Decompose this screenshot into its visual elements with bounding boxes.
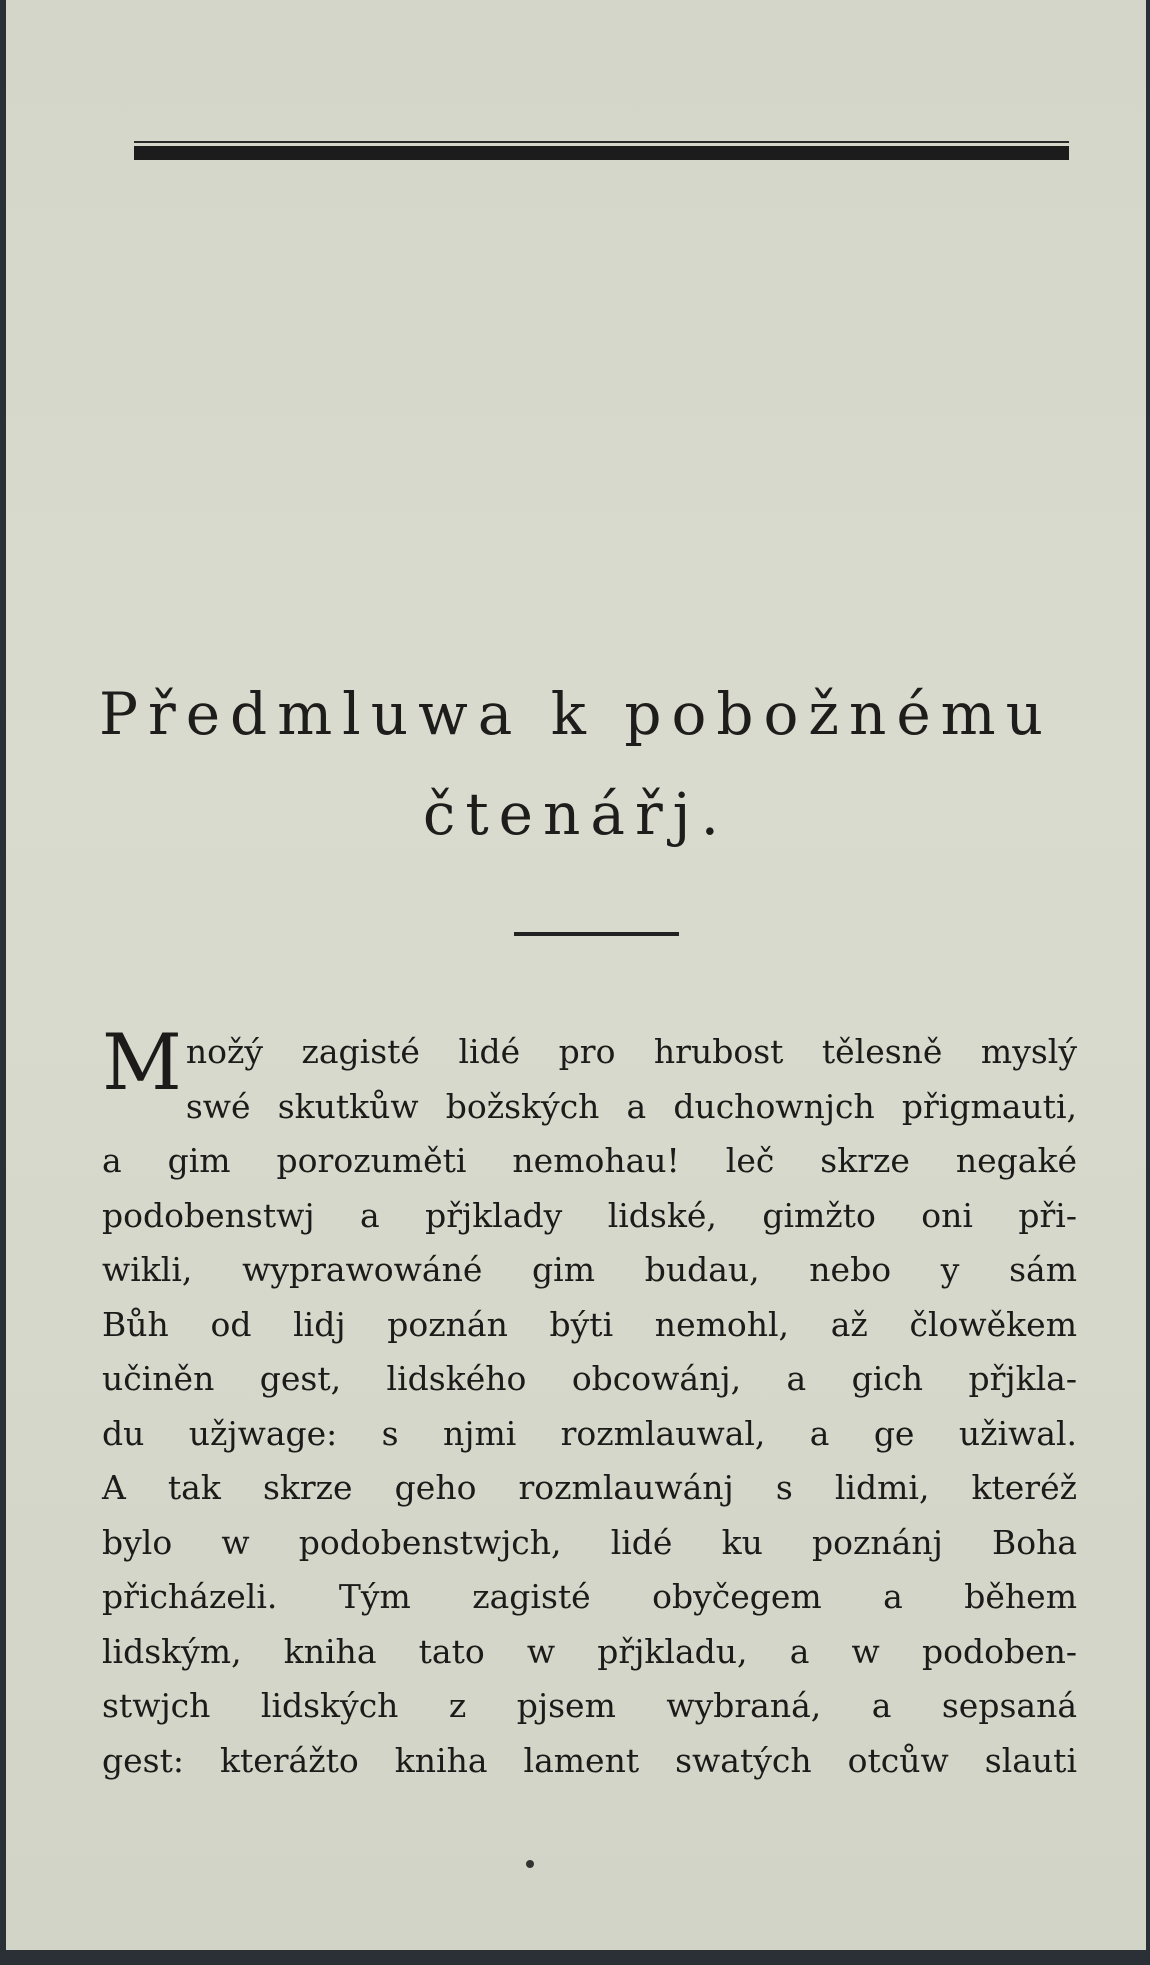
body-line: gest: kterážto kniha lament swatých otcůw slauti [102, 1740, 1077, 1780]
body-line: bylo w podobenstwjch, lidé ku poznánj Boha [102, 1522, 1077, 1562]
body-line: Bůh od lidj poznán býti nemohl, až člowěkem [102, 1304, 1077, 1344]
body-line: wikli, wyprawowáné gim budau, nebo y sám [102, 1250, 1077, 1289]
page-mark [526, 1860, 534, 1868]
body-paragraph [102, 1018, 1077, 1788]
body-line: nožý zagisté lidé pro hrubost tělesně myslý [185, 1032, 1077, 1071]
top-rule [134, 146, 1069, 160]
body-line: podobenstwj a přjklady lidské, gimžto oni při- [102, 1195, 1077, 1235]
body-line: swé skutkůw božských a duchownjch přigmauti, [185, 1086, 1077, 1126]
body-line: lidským, kniha tato w přjkladu, a w podoben- [102, 1631, 1077, 1671]
drop-cap: M [102, 1018, 182, 1108]
body-line: stwjch lidských z pjsem wybraná, a sepsaná [102, 1686, 1077, 1725]
body-line: A tak skrze geho rozmlauwánj s lidmi, kteréž [102, 1468, 1077, 1507]
title-line-2: čtenářj. [422, 780, 730, 848]
title-line-1: Předmluwa k pobožnému [98, 680, 1054, 748]
body-line: a gim porozuměti nemohau! leč skrze negaké [102, 1141, 1077, 1180]
body-line: přicházeli. Tým zagisté obyčegem a během [102, 1577, 1077, 1616]
book-page [6, 0, 1146, 1950]
title-divider [514, 932, 679, 936]
body-line: du užjwage: s njmi rozmlauwal, a ge užiwal. [102, 1413, 1077, 1453]
body-line: učiněn gest, lidského obcowánj, a gich přjkla- [102, 1359, 1077, 1398]
